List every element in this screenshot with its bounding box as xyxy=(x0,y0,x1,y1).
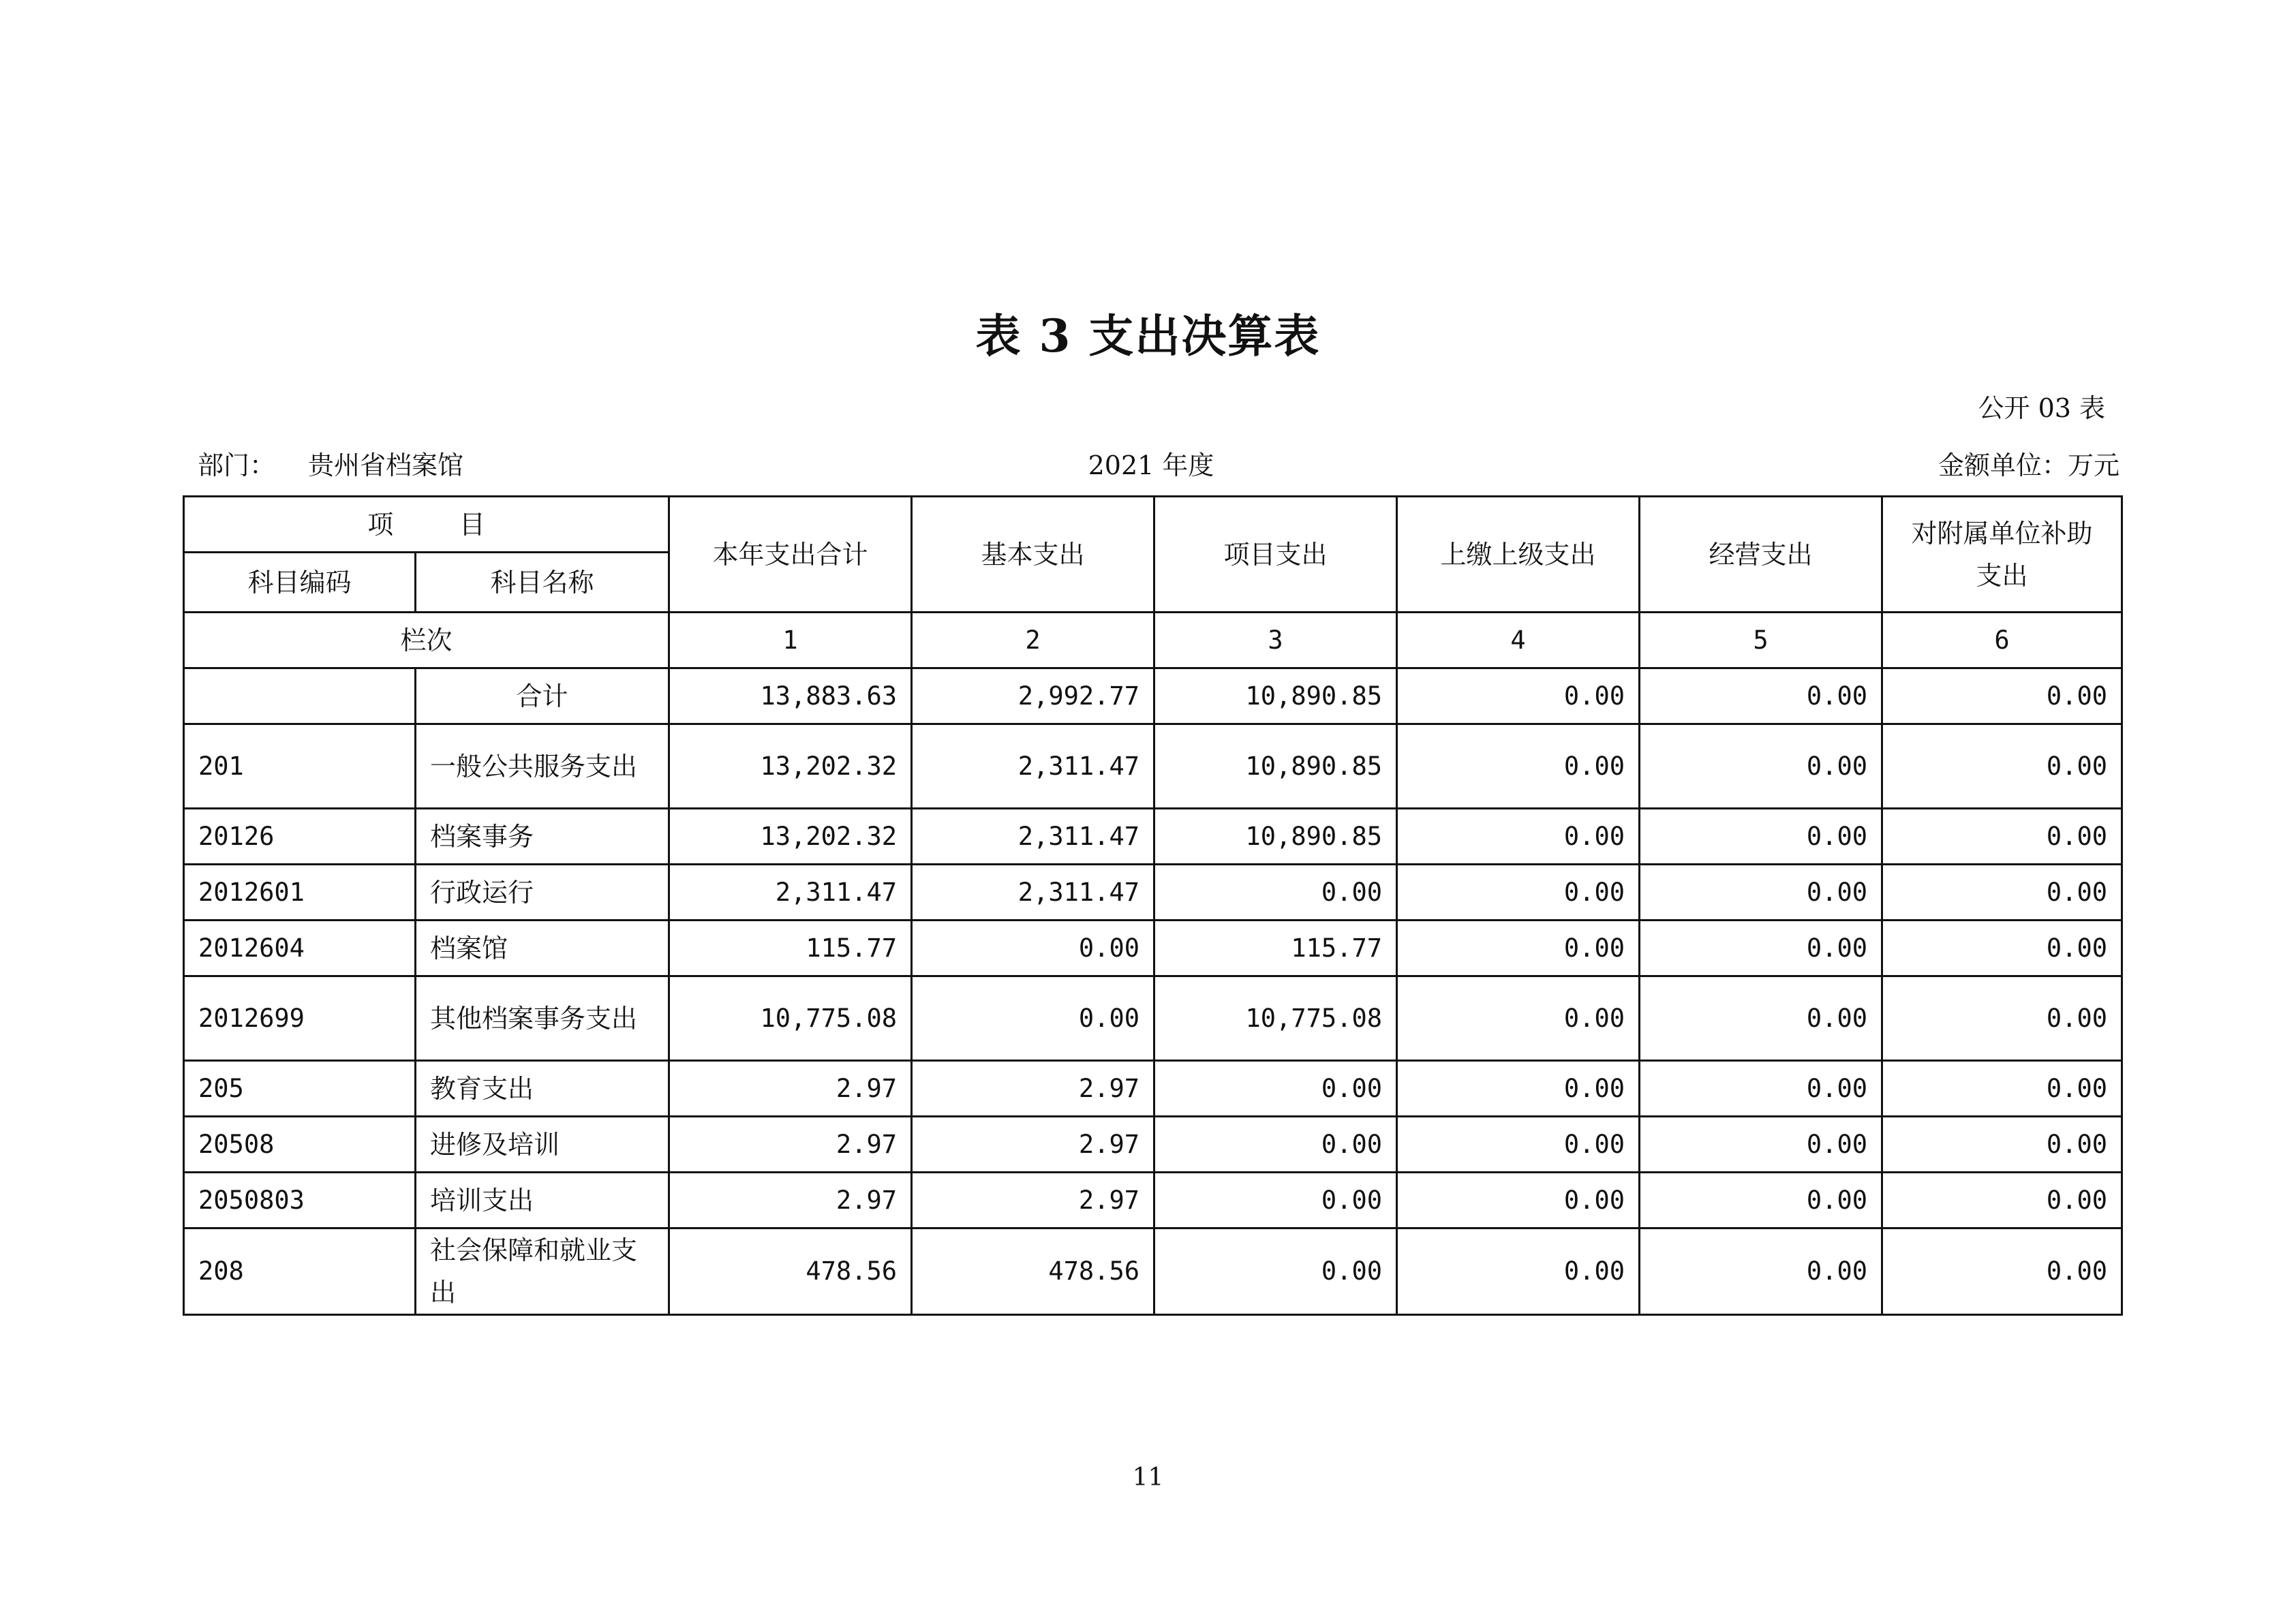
row-code: 205 xyxy=(184,1061,416,1117)
row-upper: 0.00 xyxy=(1397,724,1640,809)
row-upper: 0.00 xyxy=(1397,1061,1640,1117)
row-upper: 0.00 xyxy=(1397,865,1640,921)
row-total: 13,202.32 xyxy=(669,809,912,865)
table-row xyxy=(184,976,2122,1061)
row-name: 档案馆 xyxy=(416,921,669,976)
table-row xyxy=(184,865,2122,921)
row-project: 0.00 xyxy=(1154,1117,1397,1173)
header-name: 科目名称 xyxy=(416,553,669,613)
header-col4: 上缴上级支出 xyxy=(1397,497,1640,613)
row-basic: 2,311.47 xyxy=(912,724,1154,809)
row-total: 10,775.08 xyxy=(669,976,912,1061)
row-project: 0.00 xyxy=(1154,1061,1397,1117)
row-subsidy: 0.00 xyxy=(1882,1061,2122,1117)
row-subsidy: 0.00 xyxy=(1882,921,2122,976)
row-code: 208 xyxy=(184,1228,416,1315)
row-code xyxy=(184,668,416,724)
row-basic: 0.00 xyxy=(912,976,1154,1061)
expenditure-table xyxy=(183,495,2123,1316)
row-code: 2012604 xyxy=(184,921,416,976)
row-project: 10,775.08 xyxy=(1154,976,1397,1061)
header-row-1 xyxy=(184,497,2122,553)
row-subsidy: 0.00 xyxy=(1882,809,2122,865)
row-basic: 2,992.77 xyxy=(912,668,1154,724)
row-business: 0.00 xyxy=(1640,668,1882,724)
row-business: 0.00 xyxy=(1640,724,1882,809)
row-name: 教育支出 xyxy=(416,1061,669,1117)
row-total: 478.56 xyxy=(669,1228,912,1315)
row-code: 2012601 xyxy=(184,865,416,921)
row-business: 0.00 xyxy=(1640,1061,1882,1117)
column-number-row xyxy=(184,613,2122,668)
row-subsidy: 0.00 xyxy=(1882,865,2122,921)
table-row xyxy=(184,809,2122,865)
header-col5: 经营支出 xyxy=(1640,497,1882,613)
row-total: 2.97 xyxy=(669,1061,912,1117)
row-business: 0.00 xyxy=(1640,865,1882,921)
row-basic: 478.56 xyxy=(912,1228,1154,1315)
row-business: 0.00 xyxy=(1640,809,1882,865)
row-total: 2,311.47 xyxy=(669,865,912,921)
row-total: 13,202.32 xyxy=(669,724,912,809)
row-name: 培训支出 xyxy=(416,1173,669,1228)
col-number-4: 4 xyxy=(1397,613,1640,668)
row-name: 进修及培训 xyxy=(416,1117,669,1173)
row-project: 0.00 xyxy=(1154,865,1397,921)
table-row xyxy=(184,668,2122,724)
col-number-3: 3 xyxy=(1154,613,1397,668)
row-code: 20508 xyxy=(184,1117,416,1173)
row-project: 0.00 xyxy=(1154,1228,1397,1315)
table-row xyxy=(184,1117,2122,1173)
row-basic: 2,311.47 xyxy=(912,865,1154,921)
row-project: 115.77 xyxy=(1154,921,1397,976)
form-number: 公开 03 表 xyxy=(1978,393,2105,423)
row-business: 0.00 xyxy=(1640,1228,1882,1315)
header-code: 科目编码 xyxy=(184,553,416,613)
row-business: 0.00 xyxy=(1640,1173,1882,1228)
row-subsidy: 0.00 xyxy=(1882,1117,2122,1173)
row-total: 13,883.63 xyxy=(669,668,912,724)
header-lanci: 栏次 xyxy=(184,613,669,668)
row-name: 其他档案事务支出 xyxy=(416,976,669,1061)
row-business: 0.00 xyxy=(1640,921,1882,976)
row-name: 合计 xyxy=(416,668,669,724)
row-basic: 0.00 xyxy=(912,921,1154,976)
row-subsidy: 0.00 xyxy=(1882,1228,2122,1315)
department-label: 部门： xyxy=(198,450,276,480)
row-project: 0.00 xyxy=(1154,1173,1397,1228)
header-col2: 基本支出 xyxy=(912,497,1154,613)
row-basic: 2.97 xyxy=(912,1117,1154,1173)
table-row xyxy=(184,1061,2122,1117)
row-subsidy: 0.00 xyxy=(1882,1173,2122,1228)
row-name: 行政运行 xyxy=(416,865,669,921)
col-number-6: 6 xyxy=(1882,613,2122,668)
row-code: 201 xyxy=(184,724,416,809)
row-subsidy: 0.00 xyxy=(1882,976,2122,1061)
row-business: 0.00 xyxy=(1640,976,1882,1061)
row-name: 一般公共服务支出 xyxy=(416,724,669,809)
row-name: 档案事务 xyxy=(416,809,669,865)
row-upper: 0.00 xyxy=(1397,1173,1640,1228)
header-col3: 项目支出 xyxy=(1154,497,1397,613)
row-project: 10,890.85 xyxy=(1154,724,1397,809)
meta-row xyxy=(183,444,2119,485)
row-project: 10,890.85 xyxy=(1154,668,1397,724)
table-row xyxy=(184,1173,2122,1228)
col-number-1: 1 xyxy=(669,613,912,668)
row-code: 2012699 xyxy=(184,976,416,1061)
table-row xyxy=(184,921,2122,976)
table-row xyxy=(184,724,2122,809)
header-col6: 对附属单位补助支出 xyxy=(1882,497,2122,613)
row-code: 2050803 xyxy=(184,1173,416,1228)
row-subsidy: 0.00 xyxy=(1882,724,2122,809)
row-upper: 0.00 xyxy=(1397,809,1640,865)
amount-unit: 金额单位：万元 xyxy=(1938,450,2119,480)
row-project: 10,890.85 xyxy=(1154,809,1397,865)
row-basic: 2.97 xyxy=(912,1173,1154,1228)
row-upper: 0.00 xyxy=(1397,1228,1640,1315)
row-basic: 2.97 xyxy=(912,1061,1154,1117)
row-upper: 0.00 xyxy=(1397,1117,1640,1173)
row-upper: 0.00 xyxy=(1397,921,1640,976)
row-name: 社会保障和就业支出 xyxy=(416,1228,669,1315)
row-total: 2.97 xyxy=(669,1173,912,1228)
col-number-5: 5 xyxy=(1640,613,1882,668)
page-title: 表 3 支出决算表 xyxy=(975,309,1321,362)
row-total: 115.77 xyxy=(669,921,912,976)
col-number-2: 2 xyxy=(912,613,1154,668)
header-col1: 本年支出合计 xyxy=(669,497,912,613)
department-name: 贵州省档案馆 xyxy=(308,450,464,480)
row-business: 0.00 xyxy=(1640,1117,1882,1173)
table-row xyxy=(184,1228,2122,1315)
row-total: 2.97 xyxy=(669,1117,912,1173)
row-code: 20126 xyxy=(184,809,416,865)
row-basic: 2,311.47 xyxy=(912,809,1154,865)
row-subsidy: 0.00 xyxy=(1882,668,2122,724)
page-number: 11 xyxy=(1132,1464,1164,1491)
header-item: 项 目 xyxy=(184,497,669,553)
fiscal-year: 2021 年度 xyxy=(1088,450,1214,480)
row-upper: 0.00 xyxy=(1397,668,1640,724)
row-upper: 0.00 xyxy=(1397,976,1640,1061)
